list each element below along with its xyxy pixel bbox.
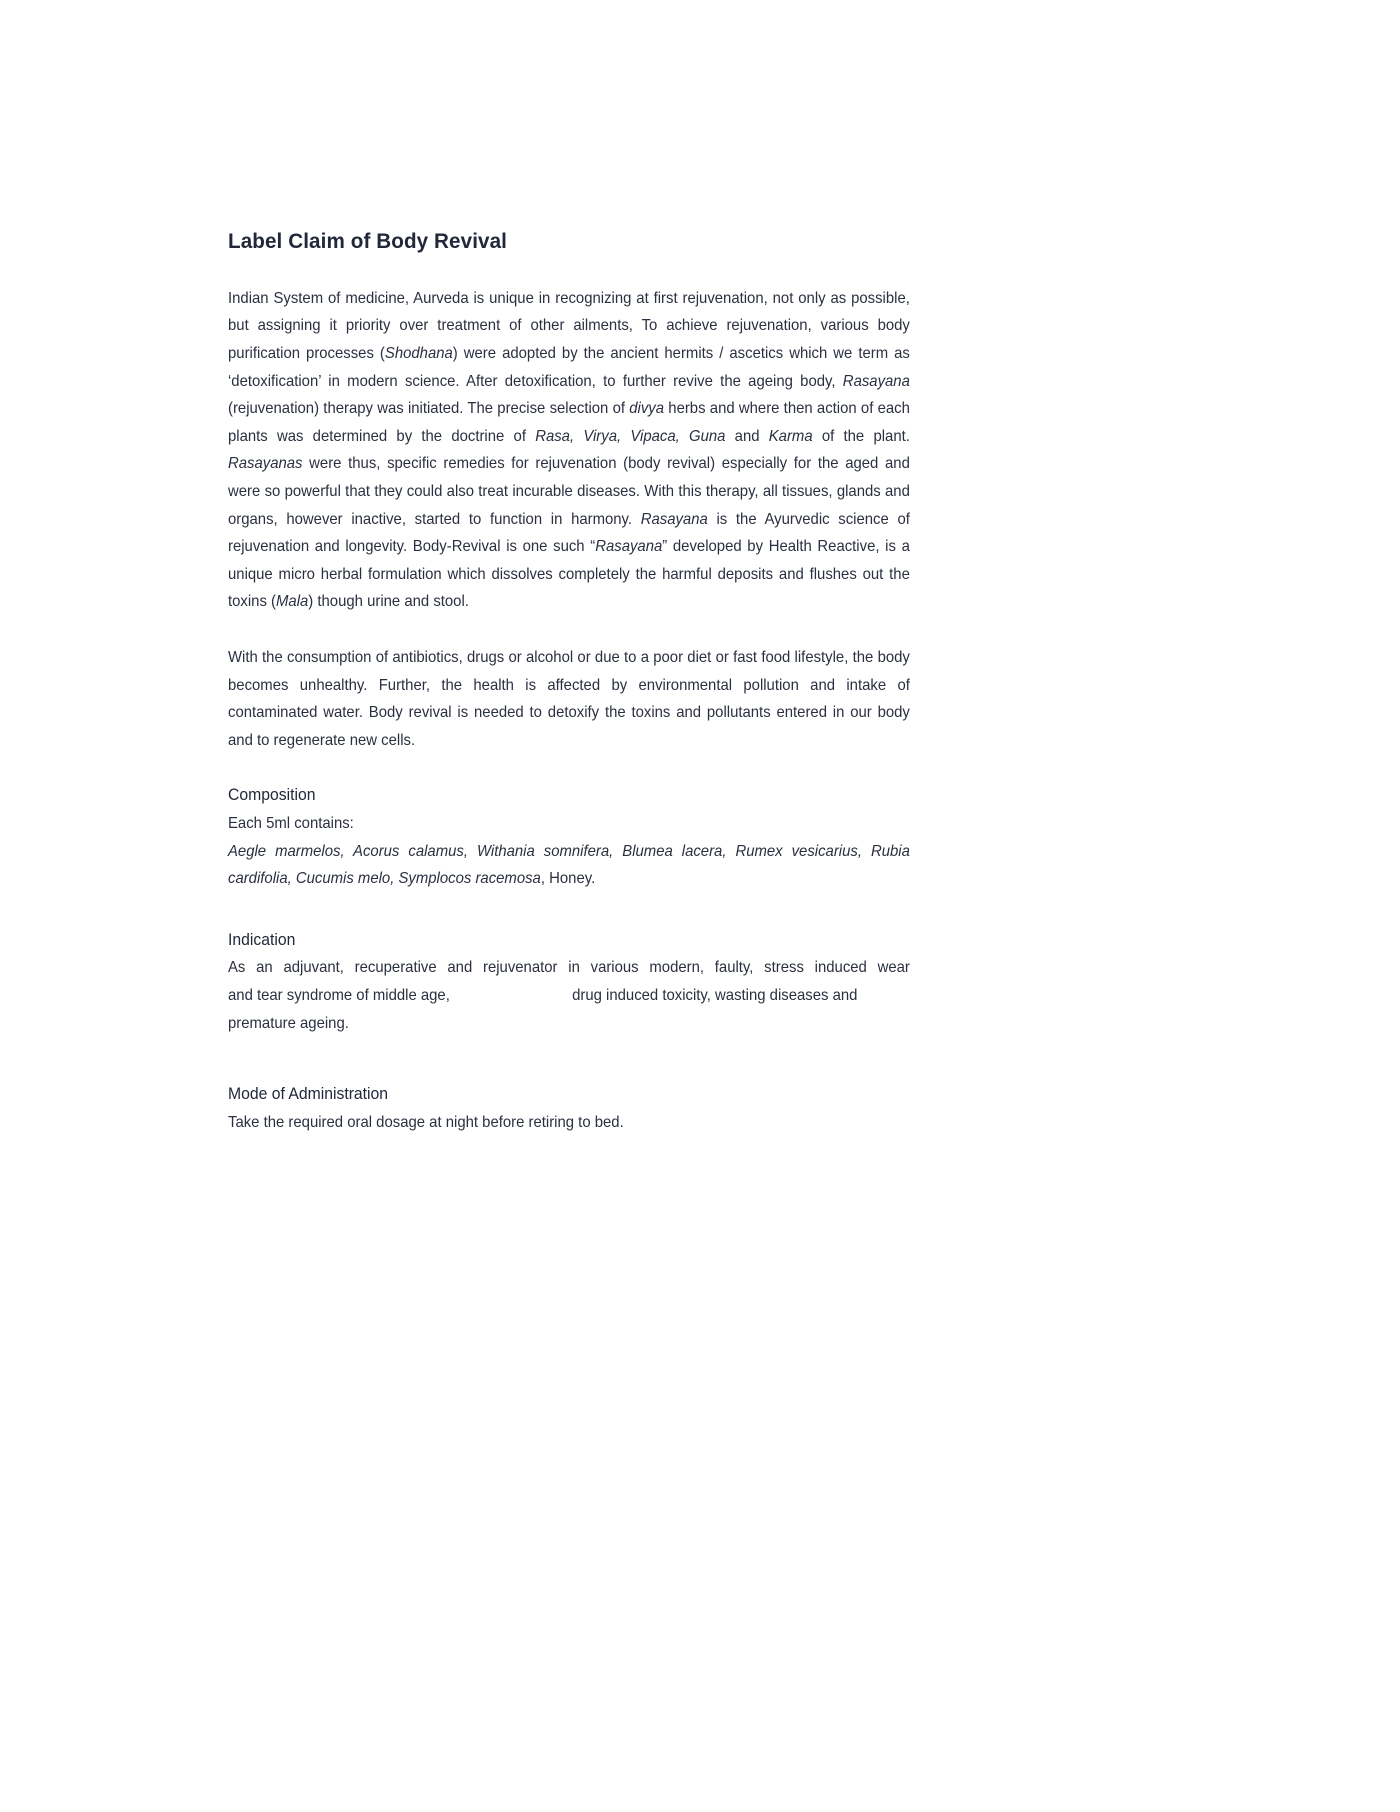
composition-subheading: Each 5ml contains: [228,814,354,832]
paragraph-intro-seg-9: ” developed by Health Reactive, is a unique micro herbal formulation which dissolves completely the harmful deposits and flushes out the toxins ( [228,538,910,611]
paragraph-intro-seg-4: herbs and where then action of each plants was determined by the doctrine of [228,400,910,445]
composition-section [228,782,910,892]
indication-section [228,927,910,1037]
paragraph-intro-seg-2: ) were adopted by the ancient hermits / ascetics which we term as ‘detoxification’ in modern science. After detoxification, to further revive the ageing body, [228,345,910,390]
term-divya: divya [629,400,665,418]
term-rasa-virya-vipaca-guna: Rasa, Virya, Vipaca, Guna [535,427,726,445]
paragraph-intro-seg-10: ) though urine and stool. [308,593,469,611]
document-content [228,228,910,1136]
composition-heading: Composition [228,786,316,805]
indication-line-2-part-a: and tear syndrome of middle age, [228,986,450,1004]
indication-line-2 [228,982,910,1010]
term-mala: Mala [276,593,309,611]
ingredients-honey: , Honey. [540,870,596,888]
term-shodhana: Shodhana [384,345,453,363]
composition-ingredients [228,838,910,893]
term-rasayanas: Rasayanas [228,455,303,473]
paragraph-lifestyle: With the consumption of antibiotics, drugs or alcohol or due to a poor diet or fast food lifestyle, the body becomes unhealthy. Further, the health is affected by environmental pollution and intake of contaminated water. Body revival is needed to detoxify the toxins and pollutants entered in our body and to regenerate new cells. [228,649,910,749]
paragraph-intro-seg-5: and [725,427,769,445]
paragraph-intro-seg-3: (rejuvenation) therapy was initiated. The precise selection of [228,400,630,418]
indication-line-3: premature ageing. [228,1014,349,1032]
term-rasayana-3: Rasayana [595,538,663,556]
paragraph-intro-seg-1: Indian System of medicine, Aurveda is unique in recognizing at first rejuvenation, not only as possible, but assigning it priority over treatment of other ailments, To achieve rejuvenation, various body purification processes ( [228,289,910,363]
term-rasayana-2: Rasayana [640,510,708,528]
paragraph-intro-seg-7: were thus, specific remedies for rejuvenation (body revival) especially for the aged and were so powerful that they could also treat incurable diseases. With this therapy, all tissues, glands and organs, however inactive, started to function in harmony. [228,455,910,528]
page-title: Label Claim of Body Revival [228,229,508,253]
indication-line-1: As an adjuvant, recuperative and rejuvenator in various modern, faulty, stress induced wear [228,959,910,977]
mode-of-administration-heading: Mode of Administration [228,1085,389,1104]
mode-of-administration-body: Take the required oral dosage at night before retiring to bed. [228,1113,624,1131]
indication-heading: Indication [228,930,296,949]
paragraph-intro-seg-8: is the Ayurvedic science of rejuvenation and longevity. Body-Revival is one such “ [228,510,910,556]
paragraph-intro [228,285,910,616]
indication-line-2-part-b: drug induced toxicity, wasting diseases and [572,986,858,1004]
paragraph-intro-seg-6: of the plant. [812,427,910,445]
term-rasayana-1: Rasayana [842,372,910,390]
ingredients-botanical-names: Aegle marmelos, Acorus calamus, Withania somnifera, Blumea lacera, Rumex vesicarius, Rubia cardifolia, Cucumis melo, Symplocos racemosa [228,842,910,888]
term-karma: Karma [768,427,813,445]
mode-of-administration-section [228,1081,910,1136]
